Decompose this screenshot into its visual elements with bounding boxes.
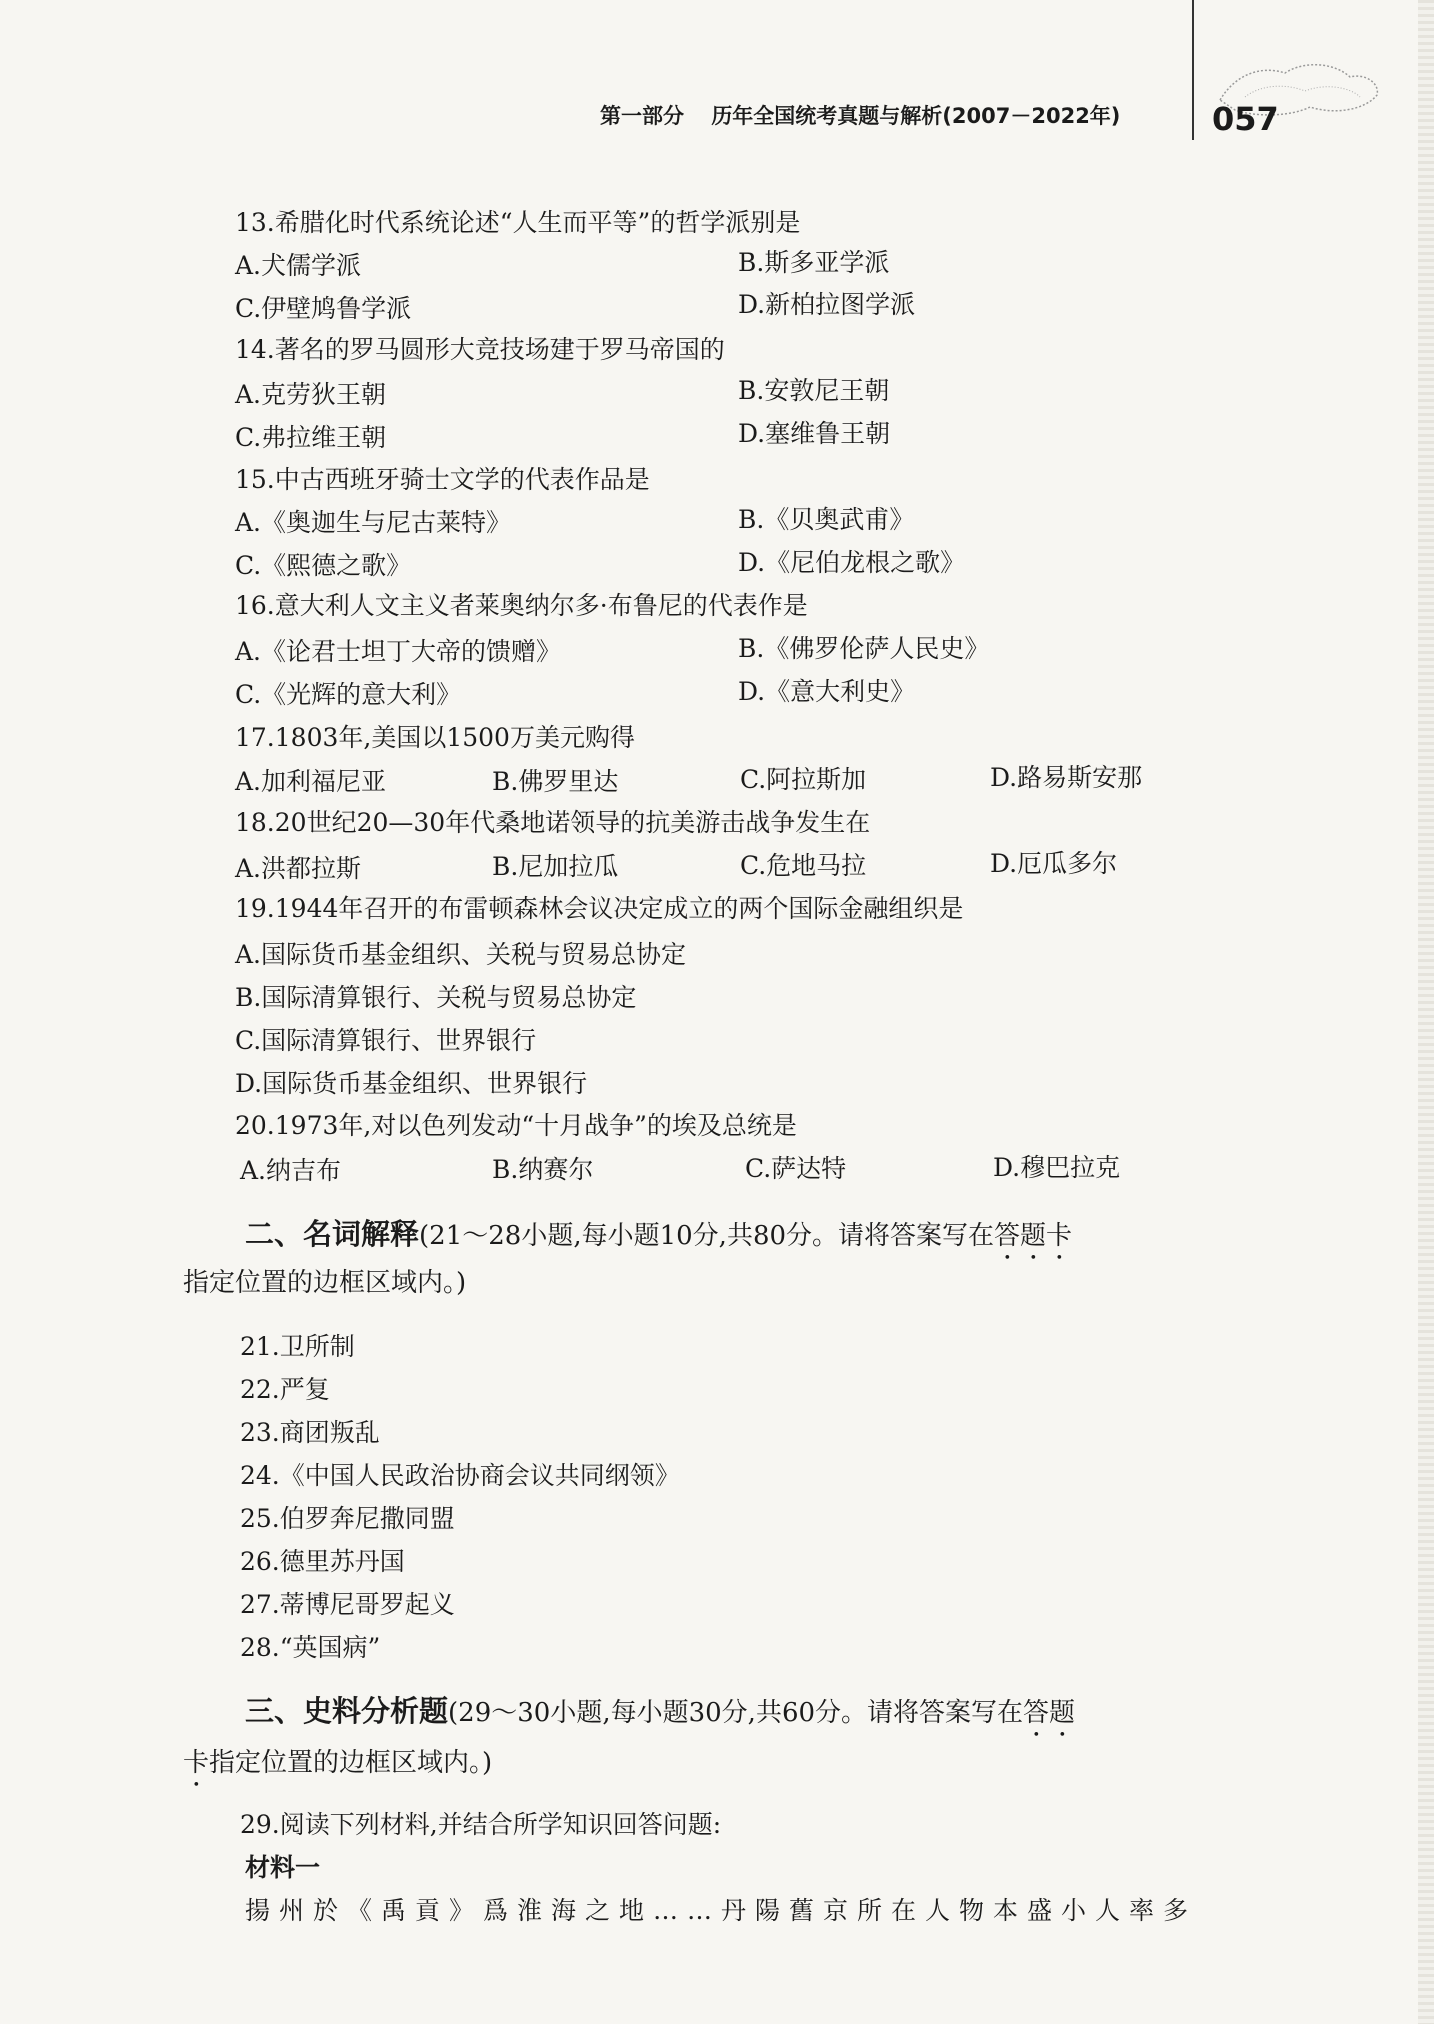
section-3-emphasis: 答题 [1023,1698,1076,1728]
question-stem: 19.1944年召开的布雷顿森林会议决定成立的两个国际金融组织是 [235,894,964,923]
term-item: 22.严复 [240,1375,330,1404]
term-item: 24.《中国人民政治协商会议共同纲领》 [240,1461,680,1490]
section-2-heading-line [245,1217,1073,1266]
material-text: 揚州於《禹貢》爲淮海之地……丹陽舊京所在人物本盛小人率多 [245,1896,1198,1925]
option: C.《熙德之歌》 [235,551,412,580]
section-3-desc-cont [183,1748,492,1793]
option: D.厄瓜多尔 [990,849,1118,878]
section-2-desc-cont: 指定位置的边框区域内。) [183,1268,467,1298]
option: A.犬儒学派 [235,251,362,280]
option: D.穆巴拉克 [993,1153,1121,1182]
option: B.《贝奥武甫》 [738,505,915,534]
option: A.《论君士坦丁大帝的馈赠》 [235,637,562,666]
section-3-desc-b: 指定位置的边框区域内。) [209,1748,493,1778]
option: C.萨达特 [745,1154,847,1183]
section-2-heading: 二、名词解释 [245,1217,420,1251]
option: A.克劳狄王朝 [235,380,387,409]
question-stem: 13.希腊化时代系统论述“人生而平等”的哲学派别是 [235,208,801,237]
term-item: 23.商团叛乱 [240,1418,380,1447]
option: A.《奥迦生与尼古莱特》 [235,508,512,537]
option: D.国际货币基金组织、世界银行 [235,1069,588,1098]
section-3-heading: 三、史料分析题 [245,1694,449,1728]
section-3-desc: (29～30小题,每小题30分,共60分。请将答案写在 [448,1698,1024,1728]
section-3-emphasis-2: 卡 [183,1748,210,1778]
option: A.洪都拉斯 [235,854,362,883]
term-item: 27.蒂博尼哥罗起义 [240,1590,455,1619]
option: B.佛罗里达 [492,767,619,796]
option: A.加利福尼亚 [235,767,387,796]
option: B.斯多亚学派 [738,248,890,277]
option: D.《意大利史》 [738,677,916,706]
section-2-emphasis: 答题卡 [994,1221,1073,1251]
option: C.伊壁鸠鲁学派 [235,294,412,323]
option: B.纳赛尔 [492,1155,594,1184]
option: C.弗拉维王朝 [235,423,387,452]
option: A.国际货币基金组织、关税与贸易总协定 [235,940,687,969]
question-stem: 14.著名的罗马圆形大竞技场建于罗马帝国的 [235,335,725,364]
option: D.《尼伯龙根之歌》 [738,548,966,577]
option: B.《佛罗伦萨人民史》 [738,634,990,663]
question-stem: 18.20世纪20—30年代桑地诺领导的抗美游击战争发生在 [235,808,871,837]
question-stem: 16.意大利人文主义者莱奥纳尔多·布鲁尼的代表作是 [235,591,808,620]
option: B.国际清算银行、关税与贸易总协定 [235,983,637,1012]
page-number: 057 [1212,100,1279,138]
option: A.纳吉布 [240,1156,342,1185]
option: B.尼加拉瓜 [492,852,619,881]
option: D.路易斯安那 [990,763,1143,792]
option: D.新柏拉图学派 [738,290,916,319]
option: B.安敦尼王朝 [738,376,890,405]
question-stem: 15.中古西班牙骑士文学的代表作品是 [235,465,650,494]
section-2-desc: (21～28小题,每小题10分,共80分。请将答案写在 [419,1221,995,1251]
term-item: 26.德里苏丹国 [240,1547,405,1576]
question-29-stem: 29.阅读下列材料,并结合所学知识回答问题: [240,1810,722,1839]
material-label: 材料一 [245,1853,321,1882]
header-part: 第一部分 [600,104,684,128]
running-header [600,100,1120,130]
page-edge [1418,0,1434,2024]
option: C.阿拉斯加 [740,765,867,794]
header-title: 历年全国统考真题与解析(2007－2022年) [711,104,1121,128]
option: C.国际清算银行、世界银行 [235,1026,537,1055]
header-divider [1192,0,1194,140]
option: D.塞维鲁王朝 [738,419,891,448]
term-item: 21.卫所制 [240,1332,355,1361]
term-item: 28.“英国病” [240,1633,381,1662]
question-stem: 20.1973年,对以色列发动“十月战争”的埃及总统是 [235,1111,797,1140]
term-item: 25.伯罗奔尼撒同盟 [240,1504,455,1533]
option: C.危地马拉 [740,851,867,880]
option: C.《光辉的意大利》 [235,680,462,709]
section-3-heading-line [245,1694,1076,1743]
question-stem: 17.1803年,美国以1500万美元购得 [235,723,635,752]
